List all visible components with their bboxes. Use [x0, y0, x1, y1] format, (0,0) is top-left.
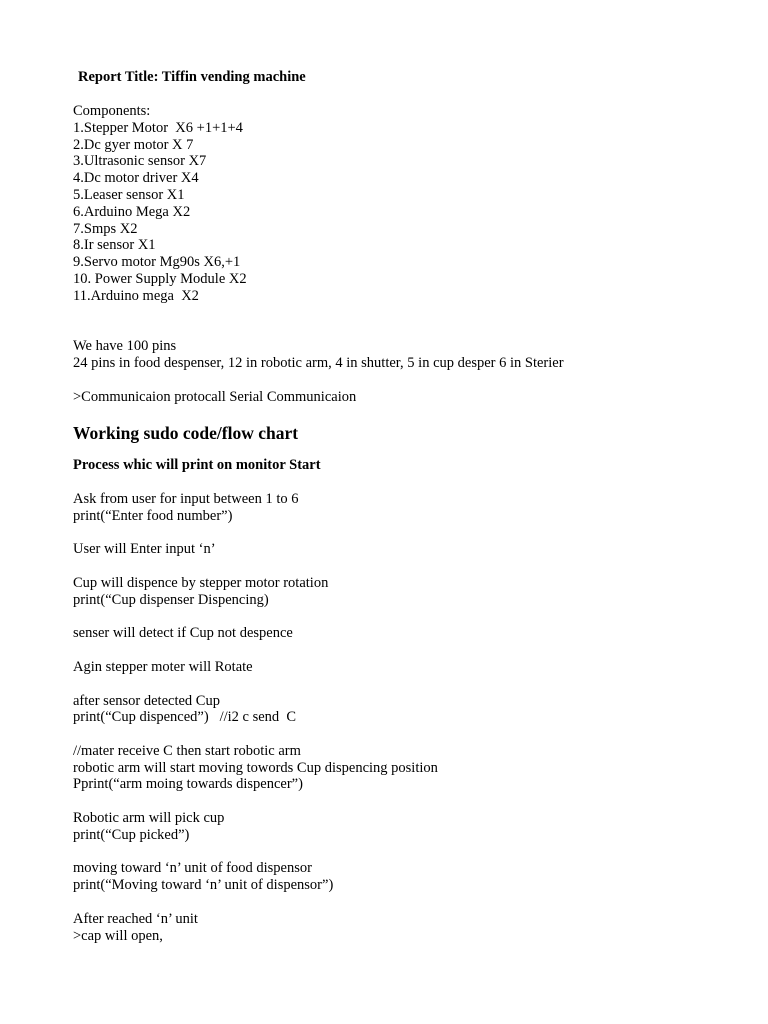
flow-step	[73, 575, 713, 609]
flow-step-line: after sensor detected Cup	[73, 692, 220, 709]
report-title: Report Title: Tiffin vending machine	[78, 69, 306, 85]
flow-step-line: //mater receive C then start robotic arm	[73, 742, 301, 759]
pins-line: We have 100 pins	[73, 338, 177, 355]
flow-step	[73, 693, 713, 727]
pins-detail-line: 24 pins in food despenser, 12 in robotic arm, 4 in shutter, 5 in cup desper 6 in Sterier	[73, 354, 564, 371]
flow-step	[73, 860, 713, 894]
flow-step-line: print(“Moving toward ‘n’ unit of dispensor”)	[73, 877, 334, 894]
flow-step-line: Pprint(“arm moing towards dispencer”)	[73, 776, 303, 793]
protocol-section	[73, 389, 713, 406]
components-section	[73, 103, 713, 305]
flow-step-line: Cup will dispence by stepper motor rotation	[73, 574, 329, 591]
components-heading: Components:	[73, 103, 151, 119]
flow-step	[73, 911, 713, 945]
flow-heading: Working sudo code/flow chart	[73, 423, 299, 444]
component-item: 11.Arduino mega X2	[73, 287, 199, 304]
flow-step-line: robotic arm will start moving towords Cup dispencing position	[73, 759, 438, 776]
component-item: 5.Leaser sensor X1	[73, 186, 185, 203]
protocol-line: >Communicaion protocall Serial Communicaion	[73, 388, 357, 405]
pins-section	[73, 338, 713, 372]
flow-step-line: User will Enter input ‘n’	[73, 541, 216, 558]
flow-step-line: After reached ‘n’ unit	[73, 910, 198, 927]
flow-step	[73, 625, 713, 642]
component-item: 1.Stepper Motor X6 +1+1+4	[73, 119, 243, 136]
flow-step-line: print(“Cup dispenser Dispencing)	[73, 591, 269, 608]
component-item: 4.Dc motor driver X4	[73, 170, 199, 187]
flow-step-line: print(“Cup dispenced”) //i2 c send C	[73, 709, 297, 726]
flow-step	[73, 743, 713, 793]
component-item: 8.Ir sensor X1	[73, 237, 156, 254]
flow-step	[73, 491, 713, 525]
component-item: 3.Ultrasonic sensor X7	[73, 153, 207, 170]
component-item: 6.Arduino Mega X2	[73, 203, 191, 220]
flow-step-line: Ask from user for input between 1 to 6	[73, 490, 299, 507]
flow-step-line: Robotic arm will pick cup	[73, 810, 225, 827]
flow-step-line: senser will detect if Cup not despence	[73, 625, 293, 642]
flow-subheading: Process whic will print on monitor Start	[73, 457, 321, 474]
flow-step-line: moving toward ‘n’ unit of food dispensor	[73, 860, 312, 877]
flow-step-line: Agin stepper moter will Rotate	[73, 658, 253, 675]
component-item: 2.Dc gyer motor X 7	[73, 136, 194, 153]
flow-step-line: print(“Cup picked”)	[73, 826, 190, 843]
flow-step	[73, 659, 713, 676]
spacer	[73, 321, 713, 338]
flow-step-line: >cap will open,	[73, 927, 163, 944]
component-item: 10. Power Supply Module X2	[73, 270, 247, 287]
flow-step	[73, 810, 713, 844]
flow-step	[73, 541, 713, 558]
document-content	[73, 68, 713, 961]
component-item: 9.Servo motor Mg90s X6,+1	[73, 254, 241, 271]
flow-step-line: print(“Enter food number”)	[73, 507, 233, 524]
component-item: 7.Smps X2	[73, 220, 138, 237]
